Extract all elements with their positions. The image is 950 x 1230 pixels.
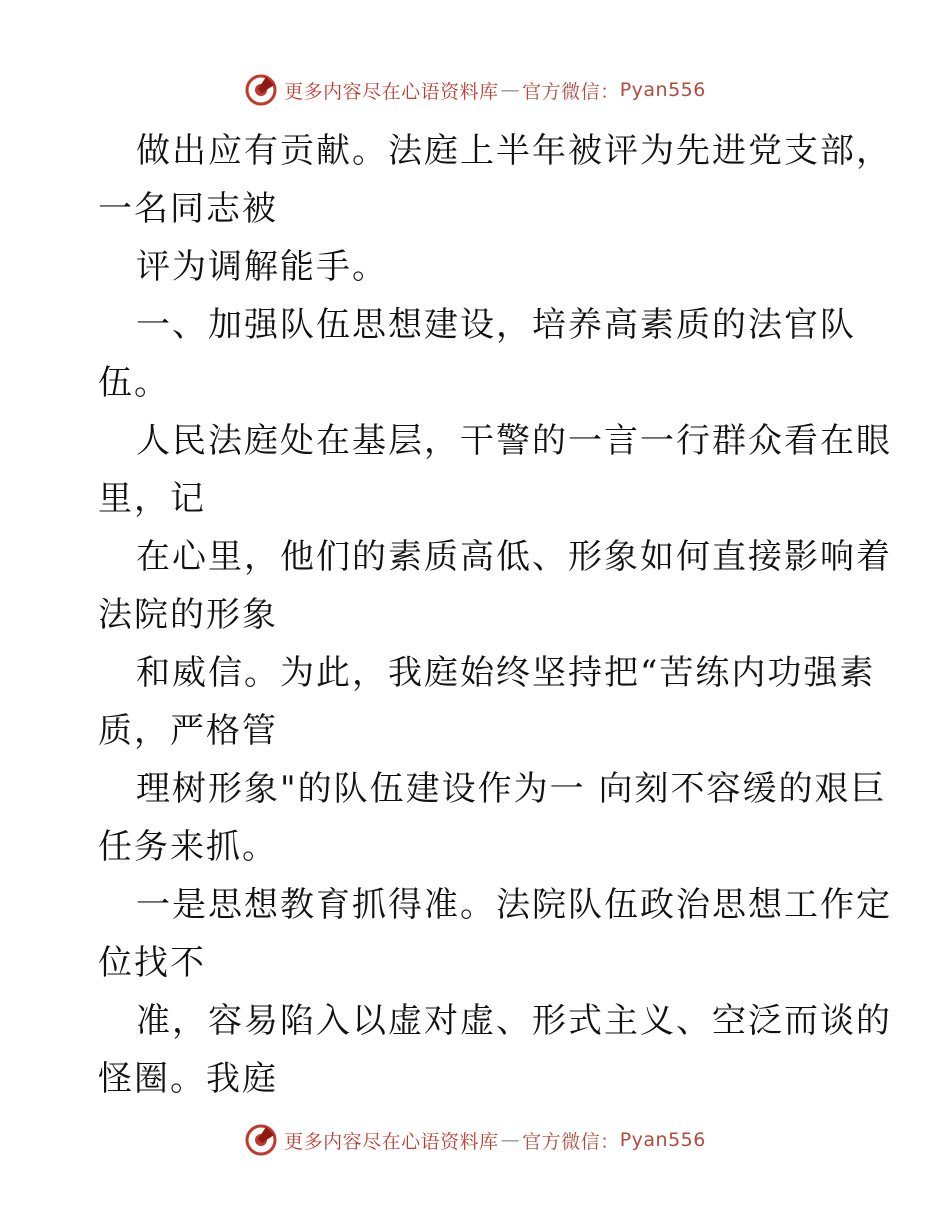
text-line: 理树形象"的队伍建设作为一 向刻不容缓的艰巨 xyxy=(136,769,887,809)
text-line: 人民法庭处在基层，干警的一言一行群众看在眼 xyxy=(136,421,892,461)
banner-main-text: 更多内容尽在心语资料库 xyxy=(284,80,499,103)
banner-dash: — xyxy=(500,79,521,101)
text-line: 伍。 xyxy=(98,363,170,403)
footer-banner xyxy=(0,1120,950,1160)
document-body xyxy=(98,122,892,1108)
text-line: 评为调解能手。 xyxy=(136,247,388,287)
pen-logo-icon xyxy=(244,1123,278,1157)
text-line: 做出应有贡献。法庭上半年被评为先进党支部， xyxy=(136,131,892,171)
text-line: 一、加强队伍思想建设，培养高素质的法官队 xyxy=(136,305,856,345)
text-line: 里，记 xyxy=(98,479,206,519)
banner-main-text: 更多内容尽在心语资料库 xyxy=(284,1130,499,1153)
text-line: 在心里，他们的素质高低、形象如何直接影响着 xyxy=(136,537,892,577)
text-line: 质，严格管 xyxy=(98,711,278,751)
banner-wechat-label: 官方微信： xyxy=(522,1130,620,1153)
text-line: 和威信。为此，我庭始终坚持把“苦练内功强素 xyxy=(136,653,876,693)
text-line: 准，容易陷入以虚对虚、形式主义、空泛而谈的 xyxy=(136,1001,892,1041)
text-line: 位找不 xyxy=(98,943,206,983)
banner-wechat-id: Pyan556 xyxy=(619,1129,706,1151)
banner-dash: — xyxy=(500,1129,521,1151)
text-line: 一是思想教育抓得准。法院队伍政治思想工作定 xyxy=(136,885,892,925)
text-line: 怪圈。我庭 xyxy=(98,1059,278,1099)
text-line: 一名同志被 xyxy=(98,189,278,229)
pen-logo-icon xyxy=(244,73,278,107)
text-line: 法院的形象 xyxy=(98,595,278,635)
banner-wechat-id: Pyan556 xyxy=(619,79,706,101)
header-banner xyxy=(0,70,950,110)
banner-wechat-label: 官方微信： xyxy=(522,80,620,103)
text-line: 任务来抓。 xyxy=(98,827,278,867)
